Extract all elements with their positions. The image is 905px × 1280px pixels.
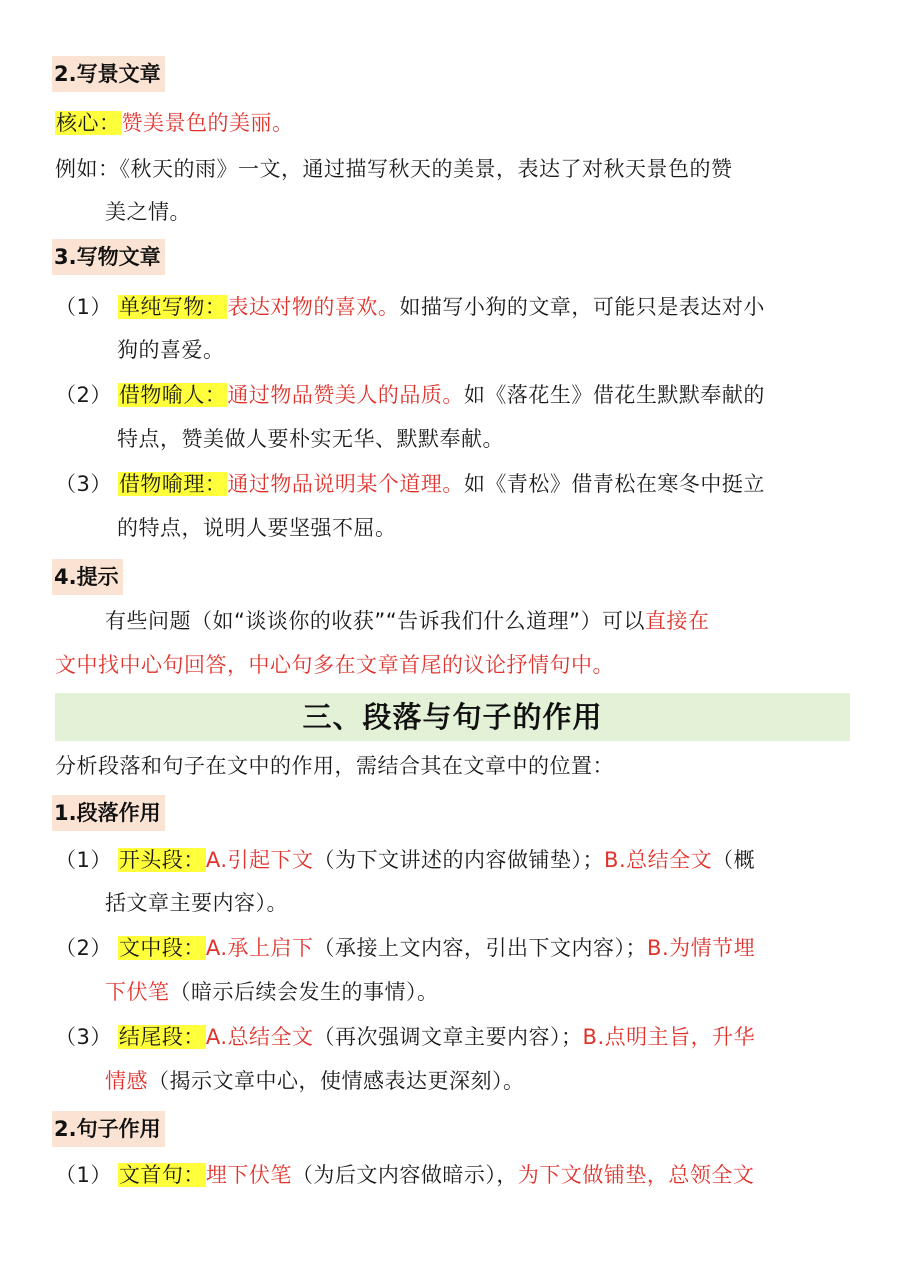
object-item-3 [55, 469, 855, 499]
section-heading-scenery: 2.写景文章 [52, 56, 165, 92]
paragraph-item-1 [55, 845, 855, 875]
item-text: （概 [712, 848, 756, 872]
chapter-banner: 三、段落与句子的作用 [55, 693, 850, 741]
item-red-text: 通过物品说明某个道理。 [227, 472, 464, 496]
item-red-text: A.总结全文 [205, 1025, 314, 1049]
section-heading-paragraph: 1.段落作用 [52, 795, 165, 831]
item-text: 如描写小狗的文章，可能只是表达对小 [399, 295, 765, 319]
item-label: 借物喻人： [118, 383, 227, 407]
item-number: （1） [55, 1163, 112, 1187]
item-red-text: 为下文做铺垫，总领全文 [517, 1163, 755, 1187]
item-number: （1） [55, 295, 112, 319]
item-red-text: 下伏笔 [105, 980, 170, 1004]
core-text: 赞美景色的美丽。 [121, 111, 294, 135]
item-red-text: B.总结全文 [604, 848, 713, 872]
item-text: （承接上文内容，引出下文内容）； [313, 936, 648, 960]
item-red-text: B.为情节埋 [647, 936, 756, 960]
tip-line [105, 606, 855, 636]
example-line: 例如：《秋天的雨》一文，通过描写秋天的美景，表达了对秋天景色的赞 [55, 157, 733, 181]
item-text: （暗示后续会发生的事情）。 [169, 980, 439, 1004]
item-red-text: 表达对物的喜欢。 [227, 295, 400, 319]
item-red-text: A.承上启下 [205, 936, 314, 960]
item-red-text: B.点明主旨，升华 [582, 1025, 756, 1049]
sentence-item-1 [55, 1160, 855, 1190]
object-item-2-cont: 特点，赞美做人要朴实无华、默默奉献。 [117, 427, 504, 451]
item-text: （揭示文章中心，使情感表达更深刻）。 [148, 1069, 525, 1093]
item-red-text: 情感 [105, 1069, 148, 1093]
object-item-1-cont: 狗的喜爱。 [117, 338, 225, 362]
intro-line: 分析段落和句子在文中的作用，需结合其在文章中的位置： [55, 754, 614, 778]
example-line-cont: 美之情。 [105, 200, 191, 224]
item-text: 如《青松》借青松在寒冬中挺立 [463, 472, 765, 496]
section-heading-object: 3.写物文章 [52, 239, 165, 275]
item-number: （2） [55, 383, 112, 407]
item-label: 文首句： [118, 1163, 205, 1187]
item-text: （为下文讲述的内容做铺垫）； [313, 848, 605, 872]
core-label: 核心： [56, 111, 121, 135]
item-number: （3） [55, 472, 112, 496]
tip-text: 有些问题（如“谈谈你的收获”“告诉我们什么道理”）可以 [105, 609, 646, 633]
item-red-text: 通过物品赞美人的品质。 [227, 383, 464, 407]
section-heading-sentence: 2.句子作用 [52, 1111, 165, 1147]
item-label: 单纯写物： [118, 295, 227, 319]
item-text: （为后文内容做暗示）， [291, 1163, 518, 1187]
section-heading-tip: 4.提示 [52, 559, 123, 595]
paragraph-item-2 [55, 933, 855, 963]
paragraph-item-2-cont [105, 977, 855, 1007]
paragraph-item-3 [55, 1022, 855, 1052]
item-label: 开头段： [118, 848, 205, 872]
paragraph-item-3-cont [105, 1066, 855, 1096]
item-text: 括文章主要内容）。 [105, 891, 288, 915]
item-red-text: 埋下伏笔 [205, 1163, 292, 1187]
item-number: （1） [55, 848, 112, 872]
item-text: （再次强调文章主要内容）； [313, 1025, 583, 1049]
object-item-1 [55, 292, 855, 322]
tip-line-cont: 文中找中心句回答，中心句多在文章首尾的议论抒情句中。 [55, 653, 614, 677]
item-label: 结尾段： [118, 1025, 205, 1049]
object-item-3-cont: 的特点，说明人要坚强不屈。 [117, 516, 397, 540]
core-line [55, 108, 855, 138]
item-number: （3） [55, 1025, 112, 1049]
paragraph-item-1-cont [105, 888, 855, 918]
item-red-text: A.引起下文 [205, 848, 314, 872]
object-item-2 [55, 380, 855, 410]
item-label: 文中段： [118, 936, 205, 960]
tip-red-text: 直接在 [645, 609, 710, 633]
item-number: （2） [55, 936, 112, 960]
item-label: 借物喻理： [118, 472, 227, 496]
item-text: 如《落花生》借花生默默奉献的 [463, 383, 765, 407]
